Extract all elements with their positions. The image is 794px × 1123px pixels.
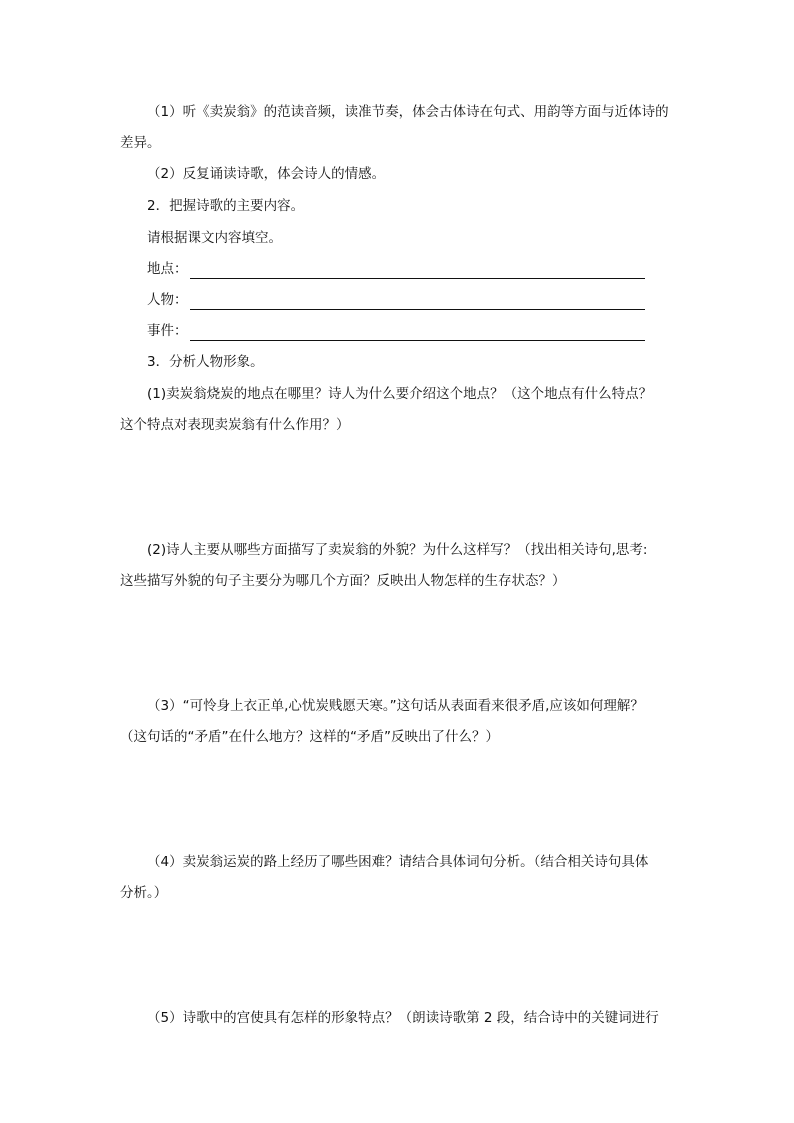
fill-row-event xyxy=(147,321,645,341)
question-2-line-2: 这些描写外貌的句子主要分为哪几个方面？反映出人物怎样的生存状态？） xyxy=(120,573,566,589)
question-3-line-2: （这句话的“矛盾”在什么地方？这样的“矛盾”反映出了什么？） xyxy=(120,729,499,745)
item-1-line-2: 差异。 xyxy=(120,135,161,151)
fill-label-location: 地点： xyxy=(147,261,188,277)
section-2-heading: 2．把握诗歌的主要内容。 xyxy=(147,198,305,214)
section-2-instruction: 请根据课文内容填空。 xyxy=(147,230,282,246)
question-1-line-2: 这个特点对表现卖炭翁有什么作用？） xyxy=(120,417,350,433)
item-2: （2）反复诵读诗歌，体会诗人的情感。 xyxy=(147,166,386,182)
question-4-line-1: （4）卖炭翁运炭的路上经历了哪些困难？请结合具体词句分析。（结合相关诗句具体 xyxy=(147,854,649,870)
fill-blank-character[interactable] xyxy=(190,295,646,310)
fill-label-character: 人物： xyxy=(147,292,188,308)
item-1-line-1: （1）听《卖炭翁》的范读音频，读准节奏，体会古体诗在句式、用韵等方面与近体诗的 xyxy=(147,104,669,120)
question-4-line-2: 分析。） xyxy=(120,885,168,901)
section-3-heading: 3．分析人物形象。 xyxy=(147,354,264,370)
question-2-line-1: (2)诗人主要从哪些方面描写了卖炭翁的外貌？为什么这样写？（找出相关诗句,思考: xyxy=(147,542,648,558)
question-3-line-1: （3）“可怜身上衣正单,心忧炭贱愿天寒。”这句话从表面看来很矛盾,应该如何理解？ xyxy=(147,698,644,714)
question-1-line-1: (1)卖炭翁烧炭的地点在哪里？诗人为什么要介绍这个地点？（这个地点有什么特点？ xyxy=(147,386,653,402)
fill-row-character xyxy=(147,290,645,310)
fill-blank-location[interactable] xyxy=(190,264,646,279)
fill-blank-event[interactable] xyxy=(190,326,646,341)
question-5-line-1: （5）诗歌中的宫使具有怎样的形象特点？（朗读诗歌第 2 段，结合诗中的关键词进行 xyxy=(147,1010,659,1026)
fill-row-location xyxy=(147,259,645,279)
fill-label-event: 事件： xyxy=(147,323,188,339)
